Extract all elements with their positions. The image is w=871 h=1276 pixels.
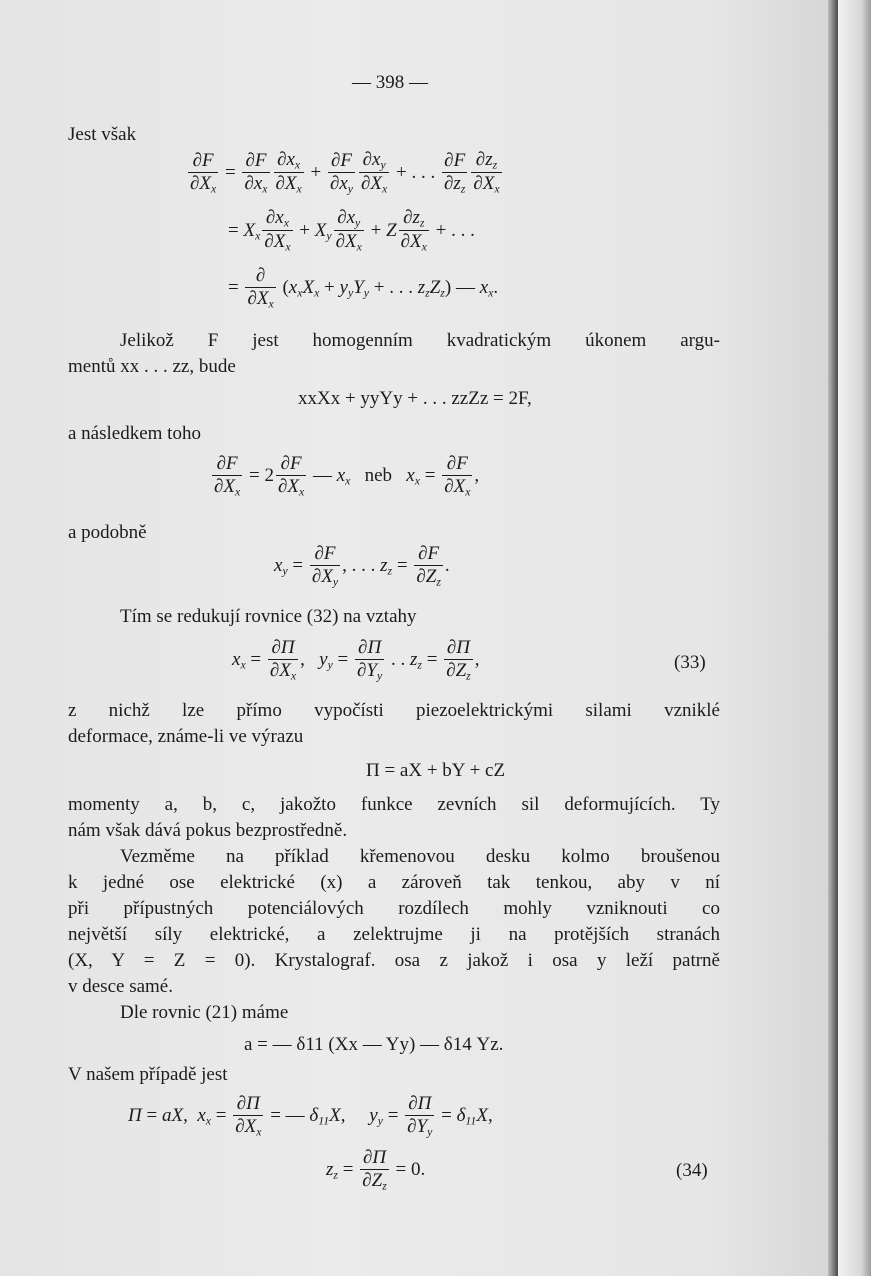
text-vezmeme-3: při přípustných potenciálových rozdílech mohly vzniknouti co: [68, 898, 720, 919]
text-momenty-2: nám však dává pokus bezprostředně.: [68, 820, 348, 841]
text-nasledkem: a následkem toho: [68, 423, 201, 444]
equation-dF-relation: $\frac{\partial F}{\partial X_x}$ = 2 $\frac{\partial F}{\partial X_x}$ — $x_x$ neb $x_x$ = $\frac{\partial F}{\partial X_x}$ ,: [214, 453, 480, 499]
page-number: — 398 —: [352, 72, 428, 93]
next-page-edge: [838, 0, 871, 1276]
equation-xy-zz: $x_y$ = $\frac{\partial F}{\partial X_y}$ , . . . $z_z$ = $\frac{\partial F}{\partial Z_z}$ .: [274, 543, 450, 589]
text-tim: Tím se redukují rovnice (32) na vztahy: [120, 606, 417, 627]
text-z-nichz-2: deformace, známe-li ve výrazu: [68, 726, 304, 747]
text-momenty-1: momenty a, b, c, jakožto funkce zevních sil deformujících. Ty: [68, 794, 720, 815]
text-vezmeme-5: (X, Y = Z = 0). Krystalograf. osa z jakož i osa y leží patrně: [68, 950, 720, 971]
equation-dF-dXx-chain: $\frac{\partial F}{\partial X_x}$ = $\frac{\partial F}{\partial x_x}$ $\frac{\partial x_x}{\partial X_x}$ + $\frac{\partial F}{\partial x_y}$ $\frac{\partial x_y}{\partial X_x}$ + . . . $\frac{\partial F}{\partial z_z}$ $\frac{\partial z_z}{\partial X_x}$: [190, 149, 500, 197]
text-jelikoz-1: Jelikož F jest homogenním kvadratickým úkonem argu-: [120, 330, 720, 351]
text-jest-vsak: Jest však: [68, 124, 137, 145]
text-jelikoz-2: mentů xx . . . zz, bude: [68, 356, 236, 377]
text-vezmeme-2: k jedné ose elektrické (x) a zároveň tak tenkou, aby v ní: [68, 872, 720, 893]
equation-number-34: (34): [676, 1160, 708, 1181]
text-dle: Dle rovnic (21) máme: [120, 1002, 289, 1023]
equation-line-3: = ∂ $\partial X_x$ ($x_xX_x + y_yY_y$ + . . . $z_zZ_z$) — $x_x$.: [228, 265, 499, 311]
equation-case-line-1: Π = aX, $x_x$ = $\frac{\partial\Pi}{\partial X_x}$ = — $\delta_{11}X$, $y_y$ = $\frac{\partial\Pi}{\partial Y_y}$ = $\delta_{11}X$,: [128, 1093, 493, 1139]
text-vezmeme-1: Vezměme na příklad křemenovou desku kolmo broušenou: [120, 846, 720, 867]
equation-a-definition: a = — δ11 (Xx — Yy) — δ14 Yz.: [244, 1034, 504, 1055]
equation-sum-quadratic: xxXx + yyYy + . . . zzZz = 2F,: [298, 388, 532, 409]
equation-line-2: = $X_x$ $\frac{\partial x_x}{\partial X_x}$ + $X_y$ $\frac{\partial x_y}{\partial X_x}$ + Z $\frac{\partial z_z}{\partial X_x}$ + . . .: [228, 207, 475, 255]
equation-33: $x_x$ = $\frac{\partial\Pi}{\partial X_x}$ , $y_y$ = $\frac{\partial\Pi}{\partial Y_y}$ . . $z_z$ = $\frac{\partial\Pi}{\partial Z_z}$ ,: [232, 637, 480, 683]
text-vezmeme-4: největší síly elektrické, a zelektrujme ji na protějších stranách: [68, 924, 720, 945]
text-z-nichz-1: z nichž lze přímo vypočísti piezoelektrickými silami vzniklé: [68, 700, 720, 721]
equation-number-33: (33): [674, 652, 706, 673]
equation-case-line-2: $z_z$ = $\frac{\partial\Pi}{\partial Z_z}$ = 0.: [326, 1147, 426, 1193]
text-vezmeme-6: v desce samé.: [68, 976, 173, 997]
text-v-nasem: V našem případě jest: [68, 1064, 228, 1085]
book-gutter-shadow: [828, 0, 838, 1276]
text-podobne: a podobně: [68, 522, 147, 543]
word-neb: neb: [364, 465, 393, 487]
equation-pi-definition: Π = aX + bY + cZ: [366, 760, 506, 781]
